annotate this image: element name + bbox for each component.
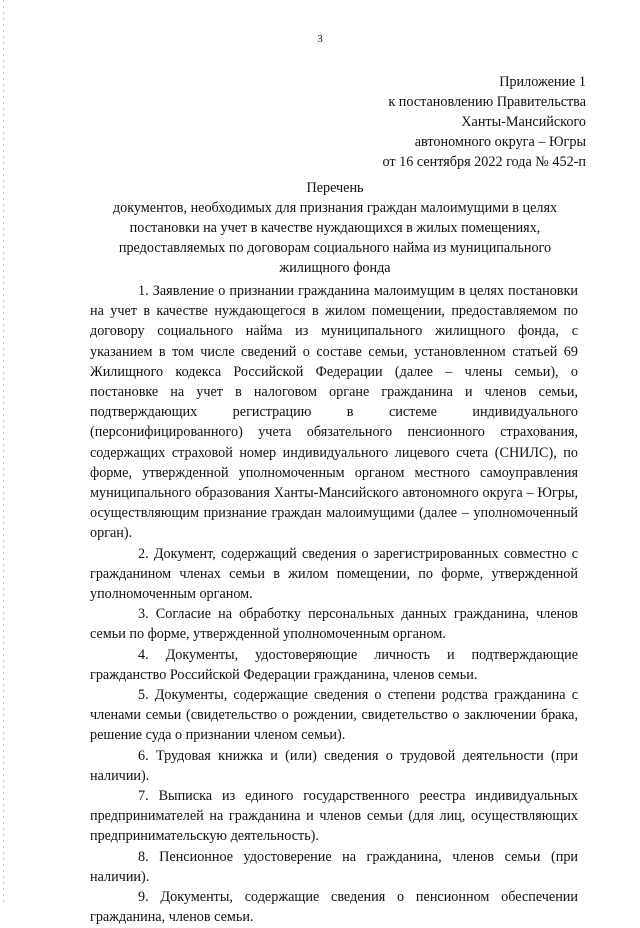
list-item: 5. Документы, содержащие сведения о степени родства гражданина с членами семьи (свидетельство о рождении, свидетельство о заключении брака, решение суда о признании членом семьи). — [90, 687, 578, 744]
list-item: 6. Трудовая книжка и (или) сведения о трудовой деятельности (при наличии). — [90, 747, 578, 784]
document-title — [90, 178, 580, 278]
page-number: 3 — [317, 33, 323, 45]
appendix-line: Ханты-Мансийского — [461, 114, 586, 130]
title-heading: Перечень — [306, 180, 364, 196]
appendix-block — [286, 72, 586, 172]
list-item: 8. Пенсионное удостоверение на гражданина, членов семьи (при наличии). — [90, 848, 578, 885]
list-item: 7. Выписка из единого государственного реестра индивидуальных предпринимателей на гражданина и членов семьи (для лиц, осуществляющих предпринимательскую деятельность). — [90, 788, 578, 845]
list-item: 4. Документы, удостоверяющие личность и подтверждающие гражданство Российской Федерации гражданина, членов семьи. — [90, 646, 578, 683]
list-item: 9. Документы, содержащие сведения о пенсионном обеспечении гражданина, членов семьи. — [90, 889, 578, 926]
list-item: 2. Документ, содержащий сведения о зарегистрированных совместно с гражданином членах семьи в жилом помещении, по форме, утвержденной уполномоченным органом. — [90, 545, 578, 603]
list-item: 3. Согласие на обработку персональных данных гражданина, членов семьи по форме, утвержденной уполномоченным органом. — [90, 606, 578, 643]
appendix-line: от 16 сентября 2022 года № 452-п — [382, 154, 586, 170]
appendix-line: Приложение 1 — [499, 74, 586, 90]
appendix-line: автономного округа – Югры — [414, 134, 586, 150]
scan-edge-line — [3, 0, 4, 905]
document-body — [90, 281, 578, 928]
list-item: 1. Заявление о признании гражданина малоимущим в целях постановки на учет в качестве нуждающегося в жилом помещении, предоставляемом по договору социального найма из муниципального жилищного фонда, с указанием в том числе сведений о составе семьи, установленном статьей 69 Жилищного кодекса Российской Федерации (далее – члены семьи), о постановке на учет в налоговом органе гражданина и членов семьи, подтверждающих регистрацию в системе индивидуального (персонифицированного) учета обязательного пенсионного страхования, содержащих страховой номер индивидуального лицевого счета (СНИЛС), по форме, утвержденной уполномоченным органом местного самоуправления муниципального образования Ханты-Мансийского автономного округа – Югры, осуществляющим признание граждан малоимущими (далее – уполномоченный орган). — [90, 283, 578, 542]
appendix-line: к постановлению Правительства — [388, 94, 586, 110]
title-text: документов, необходимых для признания граждан малоимущими в целях постановки на учет в качестве нуждающихся в жилых помещениях, предоставляемых по договорам социального найма из муниципального жилищного фонда — [112, 200, 558, 276]
